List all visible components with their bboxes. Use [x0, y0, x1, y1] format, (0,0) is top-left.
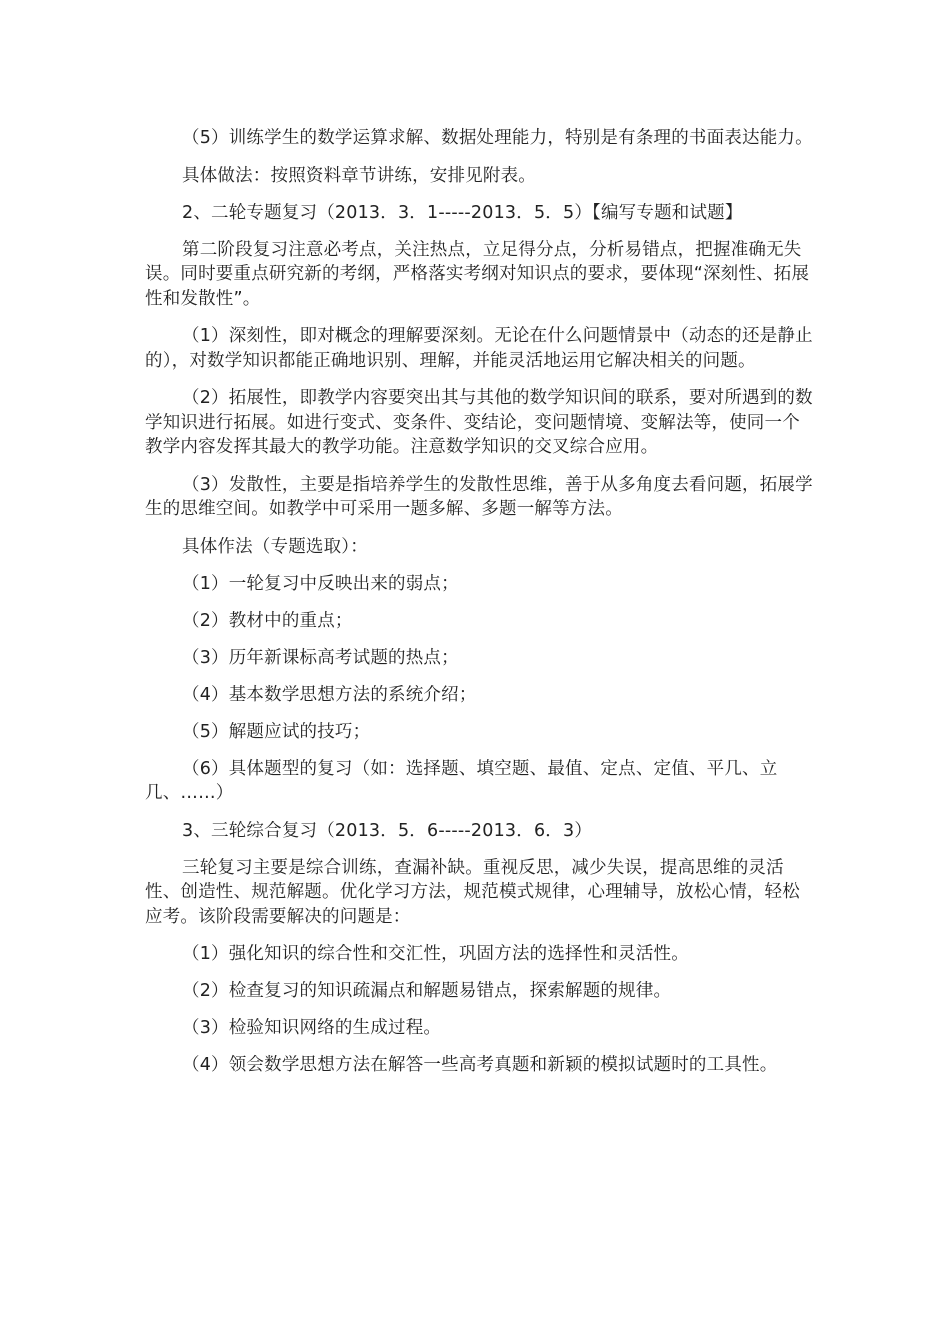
list-item-question-types: （6）具体题型的复习（如：选择题、填空题、最值、定点、定值、平几、立几、……） — [145, 758, 778, 803]
list-item-check-gaps: （2）检查复习的知识疏漏点和解题易错点，探索解题的规律。 — [182, 981, 672, 1001]
paragraph-topic-selection: 具体作法（专题选取）： — [182, 536, 368, 557]
paragraph-divergence: （3）发散性，主要是指培养学生的发散性思维，善于从多角度去看问题，拓展学生的思维空间。如教学中可采用一题多解、多题一解等方法。 — [145, 474, 813, 519]
paragraph-depth: （1）深刻性，即对概念的理解要深刻。无论在什么问题情景中（动态的还是静止的），对数学知识都能正确地识别、理解，并能灵活地运用它解决相关的问题。 — [145, 326, 813, 371]
list-item-textbook-focus: （2）教材中的重点； — [182, 610, 353, 631]
paragraph-extension: （2）拓展性，即教学内容要突出其与其他的数学知识间的联系，要对所遇到的数学知识进行拓展。如进行变式、变条件、变结论，变问题情境、变解法等，使同一个教学内容发挥其最大的教学功能。注意数学知识的交叉综合应用。 — [145, 388, 813, 457]
list-item-exam-skills: （5）解题应试的技巧； — [182, 721, 371, 742]
paragraph-third-round-intro: 三轮复习主要是综合训练，查漏补缺。重视反思，减少失误，提高思维的灵活性、创造性、规范解题。优化学习方法，规范模式规律，心理辅导，放松心情，轻松应考。该阶段需要解决的问题是： — [145, 857, 800, 927]
list-item-exam-hotspots: （3）历年新课标高考试题的热点； — [182, 647, 459, 668]
paragraph-second-stage-intro: 第二阶段复习注意必考点，关注热点，立足得分点，分析易错点，把握准确无失误。同时要重点研究新的考纲，严格落实考纲对知识点的要求，要体现“深刻性、拓展性和发散性”。 — [145, 239, 810, 309]
list-item-strengthen-knowledge: （1）强化知识的综合性和交汇性，巩固方法的选择性和灵活性。 — [182, 944, 689, 964]
document-body — [145, 126, 813, 1091]
list-item-math-thinking-tools: （4）领会数学思想方法在解答一些高考真题和新颖的模拟试题时的工具性。 — [182, 1055, 778, 1075]
section-heading-third-round: 3、三轮综合复习（2013．5．6-----2013．6．3） — [182, 820, 593, 841]
section-heading-second-round: 2、二轮专题复习（2013．3．1-----2013．5．5）【编写专题和试题】 — [182, 202, 743, 223]
paragraph-practice-method: 具体做法：按照资料章节讲练，安排见附表。 — [182, 165, 536, 186]
list-item-knowledge-network: （3）检验知识网络的生成过程。 — [182, 1018, 442, 1038]
paragraph-item-5-skills: （5）训练学生的数学运算求解、数据处理能力，特别是有条理的书面表达能力。 — [182, 128, 813, 148]
list-item-math-methods: （4）基本数学思想方法的系统介绍； — [182, 684, 477, 705]
list-item-weaknesses: （1）一轮复习中反映出来的弱点； — [182, 573, 459, 594]
